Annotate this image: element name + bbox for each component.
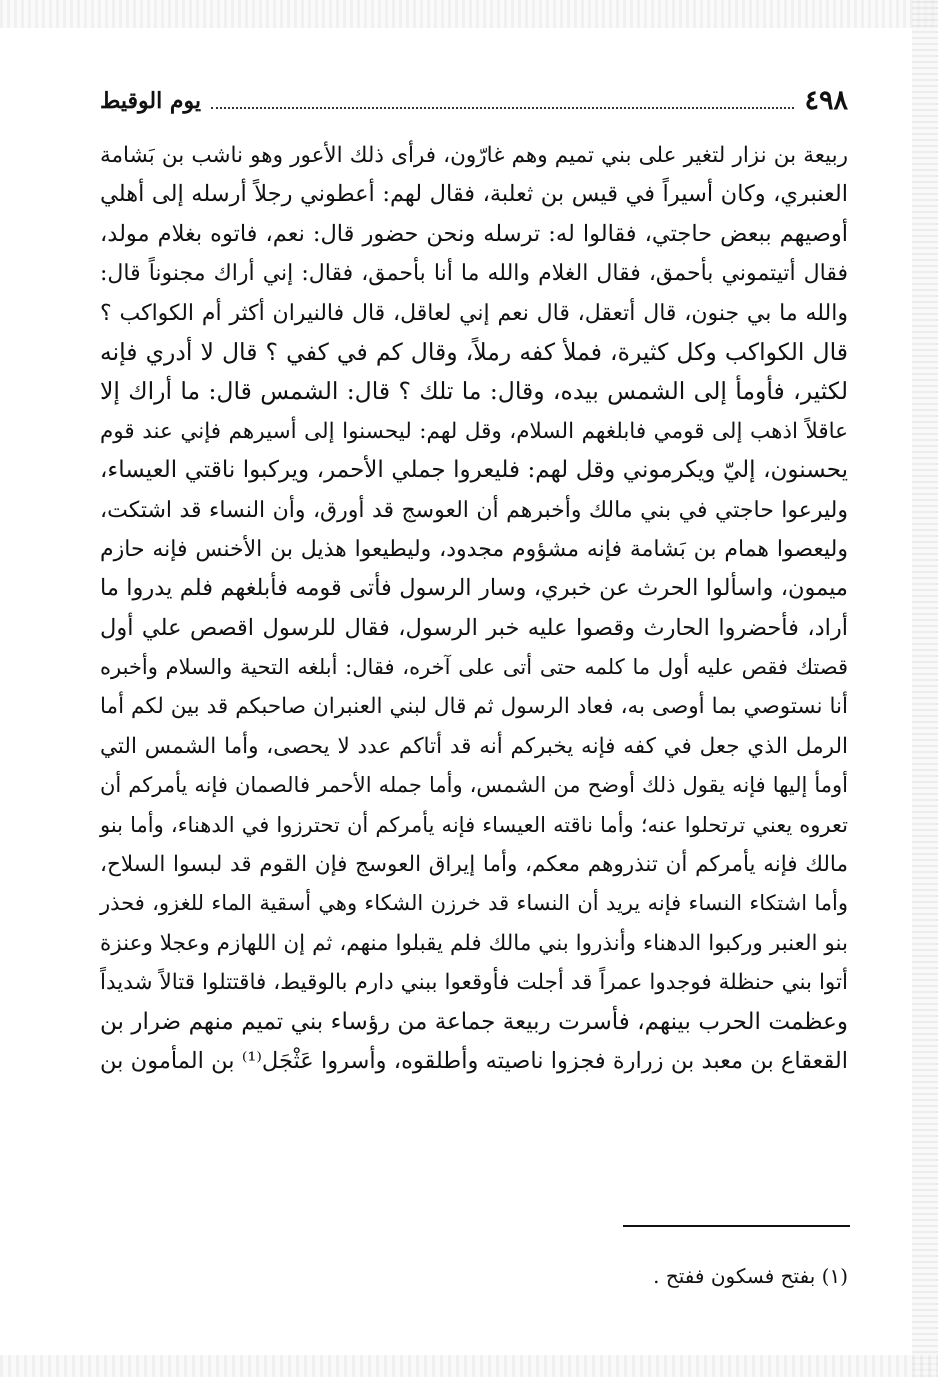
- text-line: وليعصوا همام بن بَشامة فإنه مشؤوم مجدود، وليطيعوا هذيل بن الأخنس فإنه حازم: [100, 536, 848, 562]
- text-line: أتوا بني حنظلة فوجدوا عمراً قد أجلت فأوقعوا ببني دارم بالوقيط، فاقتتلوا قتالاً شديداً: [100, 970, 848, 996]
- text-line: الرمل الذي جعل في كفه فإنه يخبركم أنه قد أتاكم عدد لا يحصى، وأما الشمس التي: [100, 733, 848, 759]
- text-line: والله ما بي جنون، قال أتعقل، قال نعم إني لعاقل، قال فالنيران أكثر أم الكواكب ؟: [100, 300, 848, 326]
- text-line: وليرعوا حاجتي في بني مالك وأخبرهم أن العوسج قد أورق، وأن النساء قد اشتكت،: [100, 497, 848, 523]
- text-line: القعقاع بن معبد بن زرارة فجزوا ناصيته وأطلقوه، وأسروا عَثْجَل⁽¹⁾ بن المأمون بن: [100, 1047, 849, 1074]
- text-line: وعظمت الحرب بينهم، فأسرت ربيعة جماعة من رؤساء بني تميم منهم ضرار بن: [100, 1008, 848, 1035]
- text-line: لكثير، فأومأ إلى الشمس بيده، وقال: ما تلك ؟ قال: الشمس قال: ما أراك إلا: [100, 377, 848, 406]
- text-line: قال الكواكب وكل كثيرة، فملأ كفه رملاً، وقال كم في كفي ؟ قال لا أدري فإنه: [100, 337, 848, 366]
- text-line: تعروه يعني ترتحلوا عنه؛ وأما ناقته العيساء فإنه يأمركم أن تحترزوا في الدهناء، وأما بنو: [100, 812, 848, 837]
- text-line: مالك فإنه يأمركم أن تنذروهم معكم، وأما إيراق العوسج فإن القوم قد لبسوا السلاح،: [100, 852, 848, 878]
- header-dotted-leader: [211, 106, 794, 109]
- scan-edge-top: [0, 0, 938, 28]
- page-number: ٤٩٨: [804, 85, 848, 116]
- text-line: بنو العنبر وركبوا الدهناء وأنذروا بني مالك فلم يقبلوا منهم، ثم إن اللهازم وعجلا وعنزة: [100, 930, 848, 956]
- text-line: عاقلاً اذهب إلى قومي فابلغهم السلام، وقل لهم: ليحسنوا إلى أسيرهم فإني عند قوم: [100, 418, 848, 444]
- scan-edge-right: [912, 0, 938, 1377]
- text-line: العنبري، وكان أسيراً في قيس بن ثعلبة، فقال لهم: أعطوني رجلاً أرسله إلى أهلي: [100, 181, 848, 208]
- running-title: يوم الوقيط: [100, 88, 201, 114]
- text-line: ميمون، واسألوا الحرث عن خبري، وسار الرسول فأتى قومه فأبلغهم فلم يدروا ما: [100, 575, 848, 602]
- page-header: [100, 82, 848, 118]
- text-line: ربيعة بن نزار لتغير على بني تميم وهم غارّون، فرأى ذلك الأعور وهو ناشب بن بَشامة: [100, 143, 848, 168]
- body-text: [100, 136, 848, 1081]
- text-line: فقال أتيتموني بأحمق، فقال الغلام والله ما أنا بأحمق، فقال: إني أراك مجنوناً قال:: [100, 261, 848, 287]
- text-line: أوصيهم ببعض حاجتي، فقالوا له: ترسله ونحن حضور قال: نعم، فاتوه بغلام مولد،: [100, 220, 848, 247]
- footnote: (١) بفتح فسكون ففتح .: [653, 1264, 848, 1288]
- text-line: أراد، فأحضروا الحارث وقصوا عليه خبر الرسول، فقال للرسول اقصص علي أول: [100, 614, 848, 641]
- text-line: أنا نستوصي بما أوصى به، فعاد الرسول ثم قال لبني العنبران صاحبكم قد بين لكم أما: [100, 694, 848, 720]
- footnote-rule: [623, 1225, 850, 1227]
- text-line: أومأ إليها فإنه يقول ذلك أوضح من الشمس، وأما جمله الأحمر فالصمان فإنه يأمركم أن: [100, 773, 849, 798]
- scan-edge-bottom: [0, 1355, 938, 1377]
- text-line: يحسنون، إليّ ويكرموني وقل لهم: فليعروا جملي الأحمر، ويركبوا ناقتي العيساء،: [100, 457, 848, 484]
- text-line: قصتك فقص عليه أول ما كلمه حتى أتى على آخره، فقال: أبلغه التحية والسلام وأخبره: [100, 655, 848, 680]
- text-line: وأما اشتكاء النساء فإنه يريد أن النساء قد خرزن الشكاء وهي أسقية الماء للغزو، فحذر: [100, 891, 848, 916]
